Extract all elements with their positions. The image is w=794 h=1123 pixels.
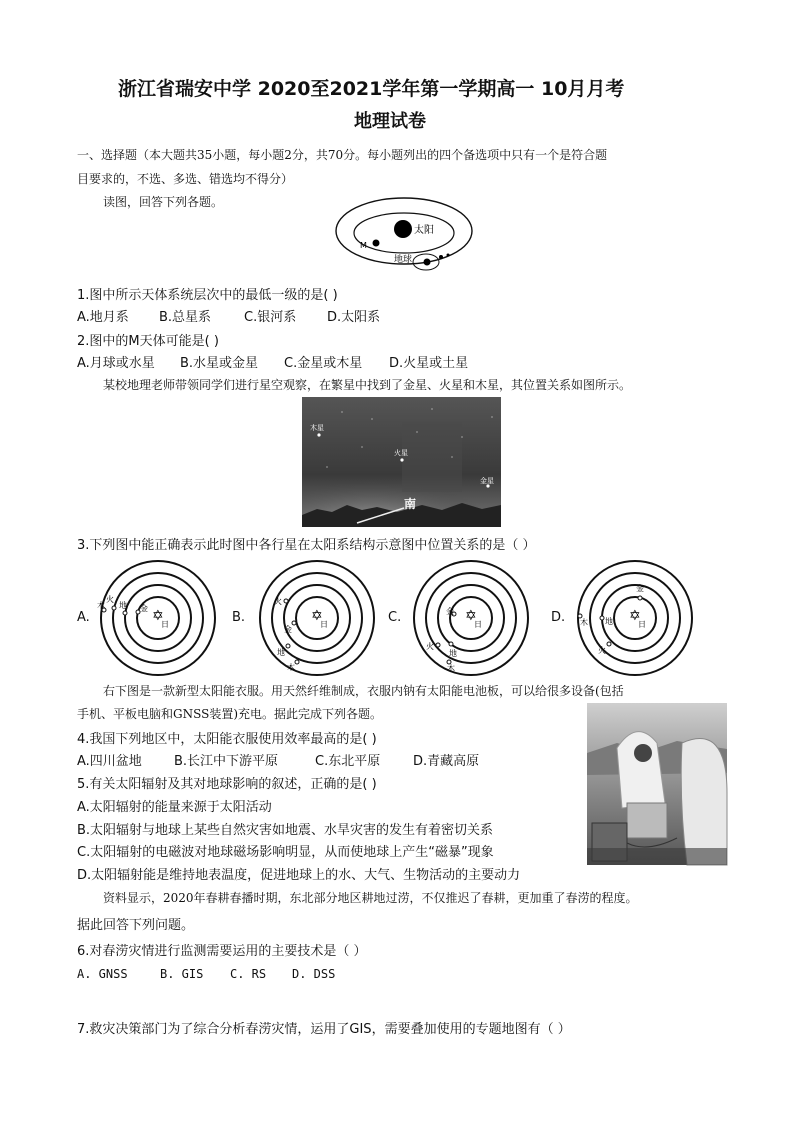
- jupiter-label: 木: [287, 663, 295, 672]
- earth-body: [424, 259, 431, 266]
- venus-label: 金: [446, 607, 454, 616]
- section-intro-line1: 一、选择题（本大题共35小题，每小题2分，共70分。每小题列出的四个备选项中只有一个是符合题: [77, 148, 608, 162]
- earth-label: 地球: [394, 255, 413, 265]
- q1-option-c: C.银河系: [244, 310, 297, 325]
- q6-option-d: D. DSS: [292, 967, 336, 981]
- orbit-diagram-c: [411, 558, 531, 678]
- exam-subtitle: 地理试卷: [354, 111, 426, 132]
- m-body: [373, 240, 380, 247]
- venus-label: 金星: [480, 477, 494, 485]
- option-b-letter: B.: [232, 610, 246, 625]
- jupiter-label: 木: [580, 618, 588, 627]
- q4-option-c: C.东北平原: [315, 754, 381, 769]
- mars-label: 火: [426, 642, 434, 651]
- q6-stem: 6.对春涝灾情进行监测需要运用的主要技术是（ ）: [77, 944, 367, 959]
- q6-option-b: B. GIS: [160, 967, 204, 981]
- earth-label: 地: [277, 648, 285, 657]
- venus-label: 金: [636, 584, 644, 593]
- q5-option-a: A.太阳辐射的能量来源于太阳活动: [77, 800, 272, 815]
- q1-option-d: D.太阳系: [327, 310, 381, 325]
- q7-stem: 7.救灾决策部门为了综合分析春涝灾情，运用了GIS，需要叠加使用的专题地图有（ ）: [77, 1022, 571, 1037]
- exam-title: 浙江省瑞安中学 2020至2021学年第一学期高一 10月月考: [118, 78, 625, 100]
- jupiter-label: 木: [447, 664, 455, 673]
- passage-solar-line1: 右下图是一款新型太阳能衣服。用天然纤维制成，衣服内钠有太阳能电池板，可以给很多设备(包括: [103, 684, 624, 698]
- sun-label: 日: [161, 620, 169, 629]
- q6-option-c: C. RS: [230, 967, 267, 981]
- svg-text:✡: ✡: [465, 608, 477, 624]
- sun-label: 日: [638, 620, 646, 629]
- orbit-diagram-a: [98, 558, 218, 678]
- jupiter-dot: [317, 433, 320, 436]
- svg-text:✡: ✡: [152, 608, 164, 624]
- moon-body: [439, 255, 443, 259]
- q5-option-c: C.太阳辐射的电磁波对地球磁场影响明显，从而使地球上产生“磁暴”现象: [77, 845, 494, 860]
- q2-option-c: C.金星或木星: [284, 356, 363, 371]
- orbit-diagram-b: [257, 558, 377, 678]
- mars-label: 火星: [394, 449, 408, 457]
- q2-option-d: D.火星或土星: [389, 356, 469, 371]
- passage-flood-line2: 据此回答下列问题。: [77, 918, 195, 933]
- mars-label: 火: [598, 646, 606, 655]
- mars-label: 火: [106, 595, 114, 604]
- q5-option-d: D.太阳辐射能是维持地表温度，促进地球上的水、大气、生物活动的主要动力: [77, 868, 521, 883]
- mars-dot: [400, 458, 403, 461]
- earth-label: 地: [449, 649, 457, 658]
- q1-stem: 1.图中所示天体系统层次中的最低一级的是( ): [77, 288, 338, 303]
- svg-text:✡: ✡: [311, 608, 323, 624]
- q5-stem: 5.有关太阳辐射及其对地球影响的叙述，正确的是( ): [77, 777, 377, 792]
- q4-option-d: D.青藏高原: [413, 754, 480, 769]
- q2-option-a: A.月球或水星: [77, 356, 155, 371]
- sun-label: 日: [320, 620, 328, 629]
- sun-label: 太阳: [414, 225, 434, 236]
- m-label: M: [360, 241, 367, 250]
- q2-option-b: B.水星或金星: [180, 356, 259, 371]
- q4-option-a: A.四川盆地: [77, 754, 142, 769]
- sun-label: 日: [474, 620, 482, 629]
- q5-option-b: B.太阳辐射与地球上某些自然灾害如地震、水旱灾害的发生有着密切关系: [77, 823, 494, 838]
- section-intro-line2: 目要求的，不选、多选、错选均不得分）: [77, 172, 294, 186]
- earth-label: 地: [605, 617, 613, 626]
- night-sky-photo: [302, 397, 501, 527]
- option-c-letter: C.: [388, 610, 402, 625]
- q4-option-b: B.长江中下游平原: [174, 754, 279, 769]
- q1-option-a: A.地月系: [77, 310, 129, 325]
- sun-marker: [394, 220, 412, 238]
- q1-option-b: B.总星系: [159, 310, 212, 325]
- earth-label: 地: [119, 601, 127, 610]
- venus-label: 金: [140, 604, 148, 613]
- mars-label: 火: [274, 597, 282, 606]
- solar-clothing-photo: [587, 703, 727, 865]
- venus-label: 金: [284, 625, 292, 634]
- q2-stem: 2.图中的M天体可能是( ): [77, 334, 219, 349]
- jupiter-label: 木: [97, 601, 105, 610]
- passage-solar-line2: 手机、平板电脑和GNSS装置)充电。据此完成下列各题。: [77, 707, 383, 721]
- option-a-letter: A.: [77, 610, 90, 625]
- option-d-letter: D.: [551, 610, 566, 625]
- orbit-diagram-d: [575, 558, 695, 678]
- q6-option-a: A. GNSS: [77, 967, 128, 981]
- solar-system-figure: [330, 193, 480, 275]
- south-label: 南: [404, 497, 417, 511]
- passage-stars: 某校地理老师带领同学们进行星空观察，在繁星中找到了金星、火星和木星，其位置关系如图所示。: [103, 378, 632, 392]
- q4-stem: 4.我国下列地区中，太阳能衣服使用效率最高的是( ): [77, 732, 377, 747]
- jupiter-label: 木星: [310, 424, 324, 432]
- passage-flood-line1: 资料显示，2020年春耕春播时期，东北部分地区耕地过涝，不仅推迟了春耕，更加重了春涝的程度。: [103, 891, 638, 905]
- svg-text:✡: ✡: [629, 608, 641, 624]
- read-prompt: 读图，回答下列各题。: [103, 195, 224, 209]
- q3-stem: 3.下列图中能正确表示此时图中各行星在太阳系结构示意图中位置关系的是（ ）: [77, 538, 536, 553]
